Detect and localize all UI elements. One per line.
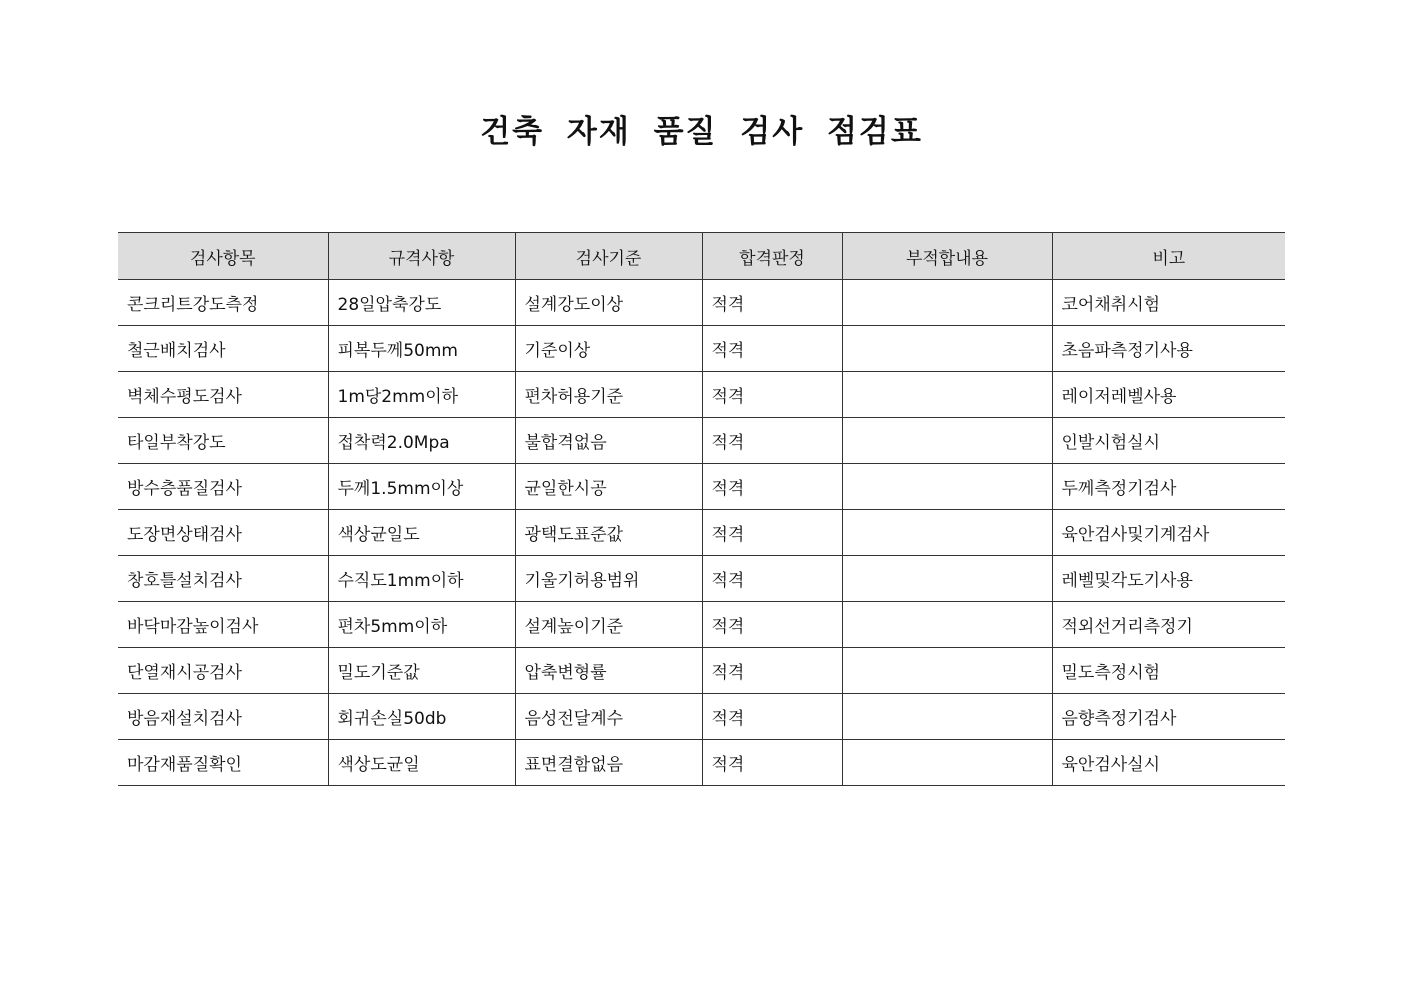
cell-specification: 편차5mm이하 bbox=[328, 602, 515, 648]
cell-pass-judgment: 적격 bbox=[702, 326, 842, 372]
cell-nonconformity bbox=[842, 326, 1052, 372]
cell-inspection-criteria: 균일한시공 bbox=[515, 464, 702, 510]
cell-inspection-criteria: 불합격없음 bbox=[515, 418, 702, 464]
table-row bbox=[118, 418, 1285, 464]
cell-pass-judgment: 적격 bbox=[702, 556, 842, 602]
cell-inspection-item: 벽체수평도검사 bbox=[118, 372, 328, 418]
cell-inspection-item: 단열재시공검사 bbox=[118, 648, 328, 694]
cell-nonconformity bbox=[842, 418, 1052, 464]
cell-inspection-item: 창호틀설치검사 bbox=[118, 556, 328, 602]
table-row bbox=[118, 740, 1285, 786]
cell-inspection-criteria: 설계강도이상 bbox=[515, 280, 702, 326]
cell-inspection-criteria: 광택도표준값 bbox=[515, 510, 702, 556]
cell-remarks: 인발시험실시 bbox=[1052, 418, 1285, 464]
cell-remarks: 음향측정기검사 bbox=[1052, 694, 1285, 740]
cell-remarks: 두께측정기검사 bbox=[1052, 464, 1285, 510]
cell-pass-judgment: 적격 bbox=[702, 372, 842, 418]
table-row bbox=[118, 372, 1285, 418]
cell-nonconformity bbox=[842, 740, 1052, 786]
cell-nonconformity bbox=[842, 510, 1052, 556]
cell-nonconformity bbox=[842, 464, 1052, 510]
cell-remarks: 밀도측정시험 bbox=[1052, 648, 1285, 694]
table-row bbox=[118, 556, 1285, 602]
cell-inspection-item: 방수층품질검사 bbox=[118, 464, 328, 510]
header-remarks: 비고 bbox=[1052, 233, 1285, 280]
cell-specification: 색상도균일 bbox=[328, 740, 515, 786]
cell-inspection-criteria: 음성전달계수 bbox=[515, 694, 702, 740]
cell-specification: 28일압축강도 bbox=[328, 280, 515, 326]
cell-inspection-item: 철근배치검사 bbox=[118, 326, 328, 372]
header-specification: 규격사항 bbox=[328, 233, 515, 280]
header-pass-judgment: 합격판정 bbox=[702, 233, 842, 280]
cell-nonconformity bbox=[842, 648, 1052, 694]
cell-nonconformity bbox=[842, 556, 1052, 602]
cell-nonconformity bbox=[842, 372, 1052, 418]
cell-remarks: 초음파측정기사용 bbox=[1052, 326, 1285, 372]
cell-inspection-criteria: 설계높이기준 bbox=[515, 602, 702, 648]
cell-nonconformity bbox=[842, 694, 1052, 740]
table-row bbox=[118, 464, 1285, 510]
table-header-row bbox=[118, 233, 1285, 280]
cell-pass-judgment: 적격 bbox=[702, 510, 842, 556]
table-row bbox=[118, 648, 1285, 694]
cell-remarks: 레이저레벨사용 bbox=[1052, 372, 1285, 418]
cell-remarks: 육안검사및기계검사 bbox=[1052, 510, 1285, 556]
header-nonconformity: 부적합내용 bbox=[842, 233, 1052, 280]
table-row bbox=[118, 510, 1285, 556]
cell-pass-judgment: 적격 bbox=[702, 418, 842, 464]
cell-inspection-criteria: 표면결함없음 bbox=[515, 740, 702, 786]
cell-specification: 회귀손실50db bbox=[328, 694, 515, 740]
cell-inspection-item: 도장면상태검사 bbox=[118, 510, 328, 556]
cell-pass-judgment: 적격 bbox=[702, 648, 842, 694]
cell-specification: 수직도1mm이하 bbox=[328, 556, 515, 602]
cell-specification: 두께1.5mm이상 bbox=[328, 464, 515, 510]
cell-inspection-criteria: 편차허용기준 bbox=[515, 372, 702, 418]
cell-pass-judgment: 적격 bbox=[702, 602, 842, 648]
cell-inspection-item: 콘크리트강도측정 bbox=[118, 280, 328, 326]
inspection-table bbox=[118, 232, 1285, 786]
cell-pass-judgment: 적격 bbox=[702, 740, 842, 786]
header-inspection-criteria: 검사기준 bbox=[515, 233, 702, 280]
table-row bbox=[118, 280, 1285, 326]
header-inspection-item: 검사항목 bbox=[118, 233, 328, 280]
cell-inspection-item: 방음재설치검사 bbox=[118, 694, 328, 740]
cell-pass-judgment: 적격 bbox=[702, 464, 842, 510]
cell-inspection-item: 마감재품질확인 bbox=[118, 740, 328, 786]
cell-inspection-criteria: 기준이상 bbox=[515, 326, 702, 372]
cell-remarks: 코어채취시험 bbox=[1052, 280, 1285, 326]
cell-inspection-criteria: 압축변형률 bbox=[515, 648, 702, 694]
cell-specification: 피복두께50mm bbox=[328, 326, 515, 372]
cell-specification: 1m당2mm이하 bbox=[328, 372, 515, 418]
cell-specification: 밀도기준값 bbox=[328, 648, 515, 694]
cell-remarks: 육안검사실시 bbox=[1052, 740, 1285, 786]
cell-inspection-item: 바닥마감높이검사 bbox=[118, 602, 328, 648]
table-row bbox=[118, 326, 1285, 372]
cell-pass-judgment: 적격 bbox=[702, 694, 842, 740]
cell-pass-judgment: 적격 bbox=[702, 280, 842, 326]
cell-specification: 접착력2.0Mpa bbox=[328, 418, 515, 464]
table-row bbox=[118, 602, 1285, 648]
cell-remarks: 적외선거리측정기 bbox=[1052, 602, 1285, 648]
table-row bbox=[118, 694, 1285, 740]
cell-remarks: 레벨및각도기사용 bbox=[1052, 556, 1285, 602]
cell-inspection-item: 타일부착강도 bbox=[118, 418, 328, 464]
cell-nonconformity bbox=[842, 602, 1052, 648]
cell-specification: 색상균일도 bbox=[328, 510, 515, 556]
page-title: 건축 자재 품질 검사 점검표 bbox=[480, 114, 923, 150]
cell-inspection-criteria: 기울기허용범위 bbox=[515, 556, 702, 602]
cell-nonconformity bbox=[842, 280, 1052, 326]
